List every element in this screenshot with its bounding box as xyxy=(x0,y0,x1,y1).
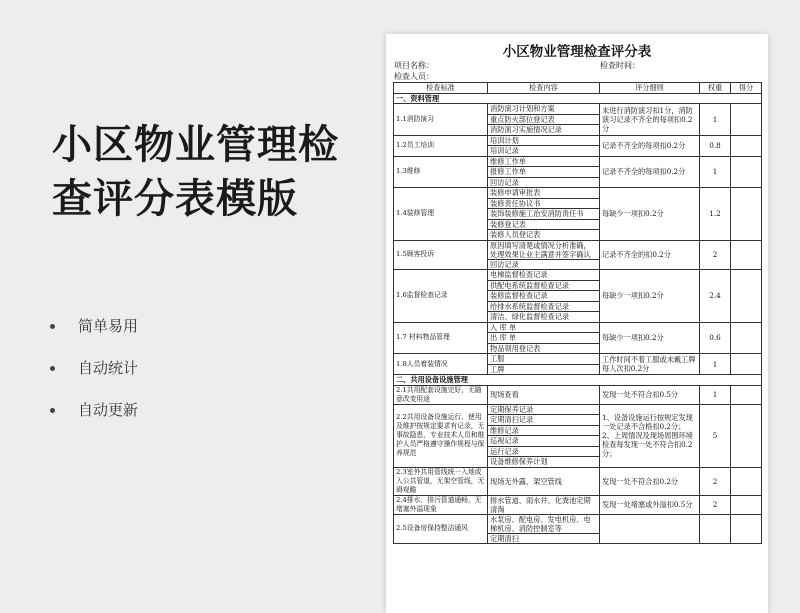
content-cell: 培训记录 xyxy=(488,146,600,157)
weight-cell: 1 xyxy=(700,104,731,136)
bullet-icon xyxy=(50,366,55,371)
header-cell: 评分细则 xyxy=(600,83,700,94)
meta-row xyxy=(386,60,768,71)
table-row xyxy=(394,514,762,533)
content-cell: 维修记录 xyxy=(488,425,600,436)
table-row xyxy=(394,188,762,199)
content-cell: 原因填写清楚或情况分析准确，处理效果让业主满意并签字确认 xyxy=(488,240,600,259)
content-cell: 排水管道、雨水井、化粪池定期清淘 xyxy=(488,495,600,514)
promo-panel xyxy=(0,0,385,613)
content-cell: 水泵房、配电房、发电机房、电梯机房、消防控制室等 xyxy=(488,514,600,533)
standard-cell: 2.1共用配套设施完好，无随意改变用途 xyxy=(394,385,488,404)
table-row xyxy=(394,135,762,146)
score-cell[interactable] xyxy=(731,467,762,495)
score-cell[interactable] xyxy=(731,270,762,323)
content-cell: 工服 xyxy=(488,354,600,365)
standard-cell: 1.1消防演习 xyxy=(394,104,488,136)
standard-cell: 2.4排水、排污管道通畅，无堵塞外溢现象 xyxy=(394,495,488,514)
project-label: 项目名称： xyxy=(394,61,434,70)
section-title: 一、资料管理 xyxy=(394,93,762,104)
standard-cell: 1.6监督检查记录 xyxy=(394,270,488,323)
header-cell: 权重 xyxy=(700,83,731,94)
content-cell: 回访记录 xyxy=(488,177,600,188)
standard-cell: 1.8人员着装情况 xyxy=(394,354,488,375)
weight-cell: 2 xyxy=(700,467,731,495)
content-cell: 定期清扫记录 xyxy=(488,415,600,426)
promo-title-line2: 查评分表模版 xyxy=(52,176,298,222)
standard-cell: 2.5设备房保持整洁通风 xyxy=(394,514,488,544)
content-cell: 装修申请审批表 xyxy=(488,188,600,199)
score-cell[interactable] xyxy=(731,404,762,467)
weight-cell: 0.6 xyxy=(700,322,731,354)
standard-cell: 1.2员工培训 xyxy=(394,135,488,156)
table-row xyxy=(394,404,762,415)
standard-cell: 2.3室外共用管线统一入地或入公共管道，无架空管线，无碍观瞻 xyxy=(394,467,488,495)
table-body xyxy=(394,93,762,544)
content-cell: 装修人员登记表 xyxy=(488,230,600,241)
standard-cell: 1.4装修管理 xyxy=(394,188,488,241)
weight-cell: 2.4 xyxy=(700,270,731,323)
inspector-label: 检查人员： xyxy=(394,72,434,81)
content-cell: 装修登记表 xyxy=(488,219,600,230)
score-cell[interactable] xyxy=(731,354,762,375)
header-cell: 检查内容 xyxy=(488,83,600,94)
rule-cell: 发现一处堵塞或外溢扣0.5分 xyxy=(600,495,700,514)
content-cell: 回访记录 xyxy=(488,259,600,270)
rule-cell: 记录不齐全的每项扣0.2分 xyxy=(600,156,700,188)
standard-cell: 1.5顾客投诉 xyxy=(394,240,488,270)
rule-cell: 发现一处不符合扣0.5分 xyxy=(600,385,700,404)
table-row xyxy=(394,104,762,115)
rule-cell: 每缺少一项扣0.2分 xyxy=(600,188,700,241)
section-row xyxy=(394,93,762,104)
score-cell[interactable] xyxy=(731,240,762,270)
table-row xyxy=(394,495,762,514)
weight-cell: 2 xyxy=(700,240,731,270)
content-cell: 现场查看 xyxy=(488,385,600,404)
content-cell: 出 库 单 xyxy=(488,333,600,344)
score-cell[interactable] xyxy=(731,514,762,544)
weight-cell: 5 xyxy=(700,404,731,467)
content-cell: 定期保养记录 xyxy=(488,404,600,415)
rule-cell xyxy=(600,514,700,544)
score-cell[interactable] xyxy=(731,495,762,514)
table-row xyxy=(394,354,762,365)
standard-cell: 1.3维修 xyxy=(394,156,488,188)
standard-cell: 2.2共用设备设施运行、使用及维护按规定要求有记录，无事故隐患，专业技术人员和维护人员严格遵守操作规程与保养规范 xyxy=(394,404,488,467)
content-cell: 重点防火部位登记表 xyxy=(488,114,600,125)
score-cell[interactable] xyxy=(731,156,762,188)
score-table xyxy=(393,82,762,544)
content-cell: 运行记录 xyxy=(488,446,600,457)
sheet-title: 小区物业管理检查评分表 xyxy=(502,44,652,60)
table-row xyxy=(394,156,762,167)
weight-cell: 1 xyxy=(700,156,731,188)
content-cell: 供配电系统监督检查记录 xyxy=(488,280,600,291)
score-cell[interactable] xyxy=(731,104,762,136)
rule-cell: 未进行消防演习扣1分，消防演习记录不齐全的每项扣0.2分 xyxy=(600,104,700,136)
bullet-icon xyxy=(50,324,55,329)
content-cell: 装修监督检查记录 xyxy=(488,291,600,302)
weight-cell xyxy=(700,514,731,544)
content-cell: 物品领用登记表 xyxy=(488,343,600,354)
weight-cell: 1 xyxy=(700,354,731,375)
rule-cell: 1、设备设施运行按规定发现一处记录不合格扣0.2分；2、上周情况及现场周围环境检查每发现一处不符合扣0.2分； xyxy=(600,404,700,467)
time-label: 检查时间： xyxy=(600,61,640,70)
content-cell: 定期清扫 xyxy=(488,533,600,544)
content-cell: 装修责任协议书 xyxy=(488,198,600,209)
rule-cell: 发现一处不符合扣0.2分 xyxy=(600,467,700,495)
score-cell[interactable] xyxy=(731,322,762,354)
table-row xyxy=(394,322,762,333)
standard-cell: 1.7 材料物品管理 xyxy=(394,322,488,354)
table-row xyxy=(394,467,762,495)
section-row xyxy=(394,375,762,386)
content-cell: 消防演习实施情况记录 xyxy=(488,125,600,136)
promo-title-line1: 小区物业管理检 xyxy=(52,122,339,168)
content-cell: 工牌 xyxy=(488,364,600,375)
section-title: 二、共用设备设施管理 xyxy=(394,375,762,386)
feature-item: 自动统计 xyxy=(50,358,138,400)
score-cell[interactable] xyxy=(731,385,762,404)
content-cell: 消防演习计划和方案 xyxy=(488,104,600,115)
content-cell: 给排水系统监督检查记录 xyxy=(488,301,600,312)
feature-item: 自动更新 xyxy=(50,400,138,442)
feature-list xyxy=(50,316,138,442)
content-cell: 现场无外露、架空管线 xyxy=(488,467,600,495)
weight-cell: 2 xyxy=(700,495,731,514)
header-cell: 检查标准 xyxy=(394,83,488,94)
rule-cell: 工作时间不着工服或未戴工牌每人次扣0.2分 xyxy=(600,354,700,375)
content-cell: 维修工作单 xyxy=(488,156,600,167)
score-cell[interactable] xyxy=(731,188,762,241)
weight-cell: 0.8 xyxy=(700,135,731,156)
content-cell: 装饰装修施工治安消防责任书 xyxy=(488,209,600,220)
content-cell: 巡视记录 xyxy=(488,436,600,447)
score-cell[interactable] xyxy=(731,135,762,156)
content-cell: 电梯监督检查记录 xyxy=(488,270,600,281)
table-row xyxy=(394,270,762,281)
table-row xyxy=(394,385,762,404)
content-cell: 设备维修保养计划 xyxy=(488,457,600,468)
rule-cell: 每缺少一项扣0.2分 xyxy=(600,322,700,354)
rule-cell: 记录不齐全的扣0.2分 xyxy=(600,240,700,270)
weight-cell: 1.2 xyxy=(700,188,731,241)
promo-title xyxy=(52,118,372,226)
document-preview xyxy=(386,34,768,613)
content-cell: 清洁、绿化监督检查记录 xyxy=(488,312,600,323)
content-cell: 报修工作单 xyxy=(488,167,600,178)
content-cell: 入 库 单 xyxy=(488,322,600,333)
weight-cell: 1 xyxy=(700,385,731,404)
content-cell: 培训计划 xyxy=(488,135,600,146)
meta-row-2 xyxy=(386,71,768,82)
rule-cell: 每缺少一项扣0.2分 xyxy=(600,270,700,323)
table-header-row xyxy=(394,83,762,94)
bullet-icon xyxy=(50,408,55,413)
table-row xyxy=(394,240,762,259)
feature-item: 简单易用 xyxy=(50,316,138,358)
rule-cell: 记录不齐全的每项扣0.2分 xyxy=(600,135,700,156)
header-cell: 得分 xyxy=(731,83,762,94)
